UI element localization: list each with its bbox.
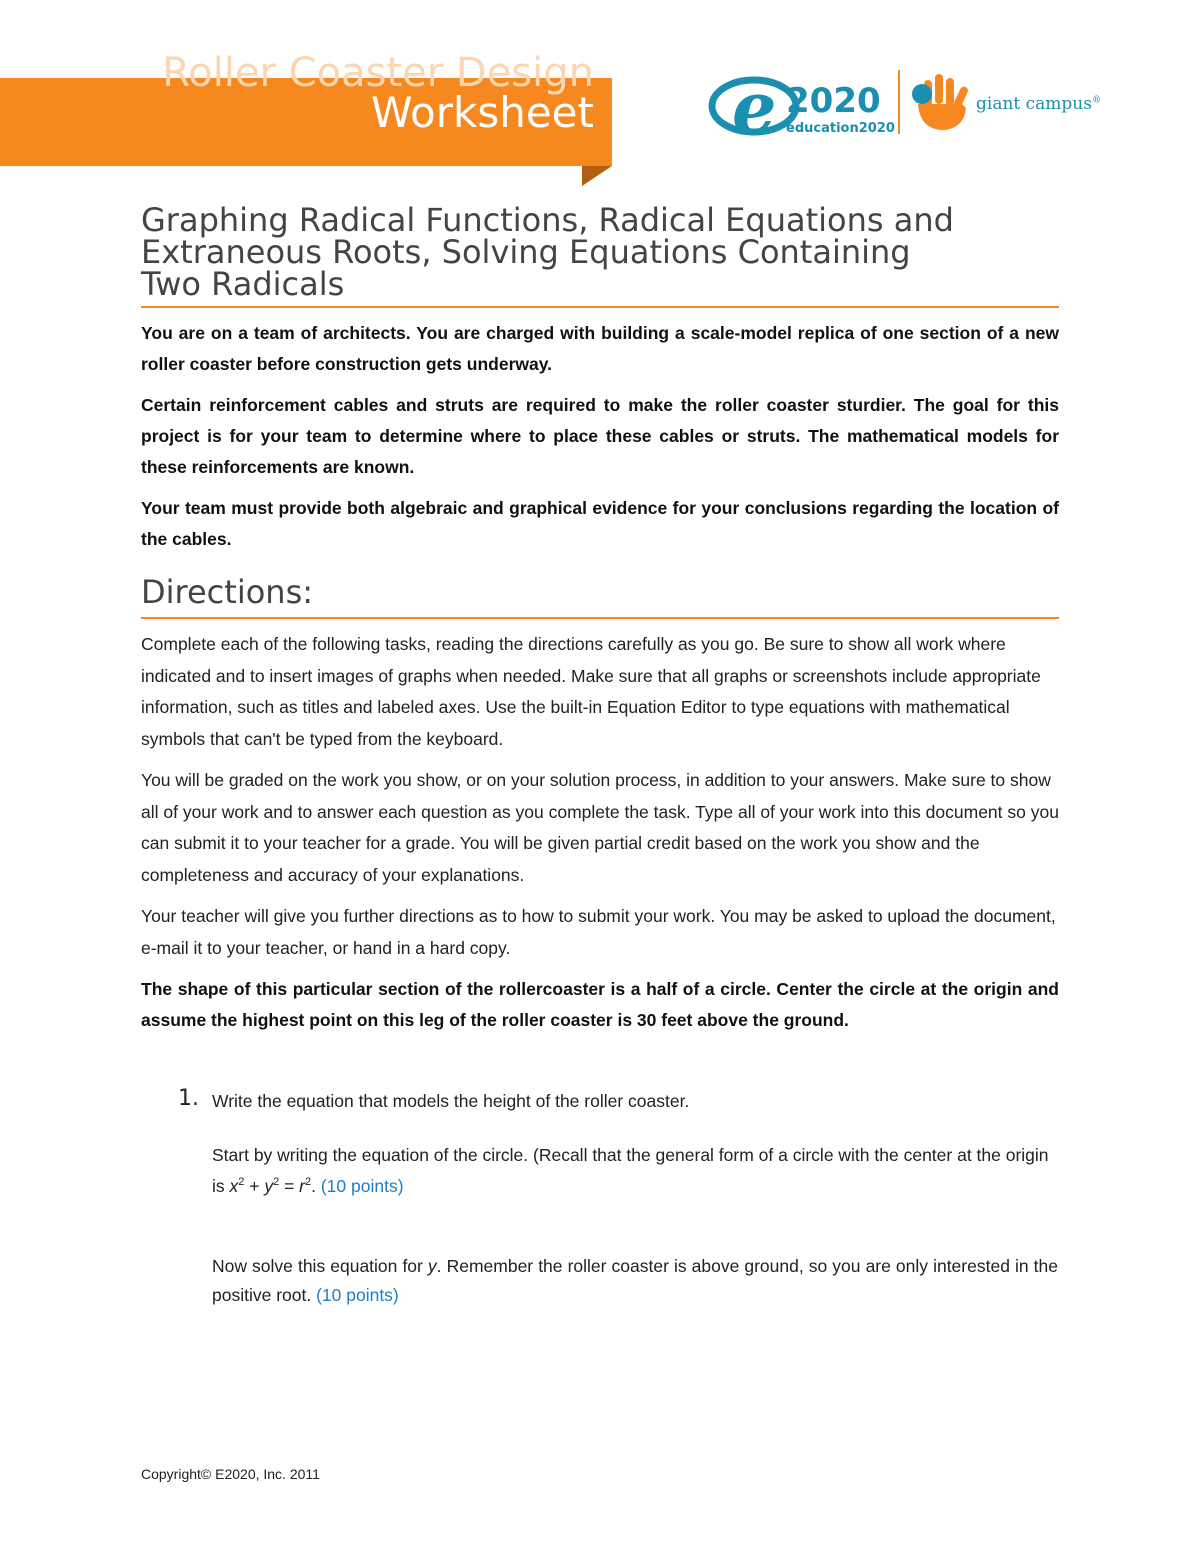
points-label: (10 points) (316, 1285, 399, 1305)
title-line: Two Radicals (141, 265, 345, 303)
step-2-variable: y (427, 1256, 437, 1276)
task-step-2 (212, 1252, 1058, 1310)
directions-paragraph: You will be graded on the work you show, or on your solution process, in addition to your answers. Make sure to show all of your work and to answer each question as you complete the task. Type all of your work into this document so you can submit it to your teacher for a grade. You will be given partial credit based on the work you show and the completeness and accuracy of your explanations. (141, 770, 1059, 885)
eq-r-exponent: 2 (304, 1176, 312, 1188)
intro-paragraph: Your team must provide both algebraic and graphical evidence for your conclusions regarding the location of the cables. (141, 498, 1059, 549)
globe-icon (912, 84, 932, 104)
document-body (141, 201, 1059, 1046)
title-line: Extraneous Roots, Solving Equations Containing (141, 233, 911, 271)
title-divider (141, 306, 1059, 308)
directions-paragraph: Your teacher will give you further directions as to how to submit your work. You may be asked to upload the document, e-mail it to your teacher, or hand in a hard copy. (141, 906, 1056, 958)
e2020-logo-mark: e (732, 66, 777, 149)
banner-title-line2: Worksheet (370, 88, 594, 137)
directions-paragraph: Complete each of the following tasks, reading the directions carefully as you go. Be sure to show all work where indicated and to insert images of graphs when needed. Make sure that all graphs or screenshots include appropriate information, such as titles and labeled axes. Use the built-in Equation Editor to type equations with mathematical symbols that can't be typed from the keyboard. (141, 634, 1041, 749)
step-1-text: Start by writing the equation of the circle. (Recall that the general form of a circle with the center at the origin is (212, 1145, 1049, 1196)
copyright-footer: Copyright© E2020, Inc. 2011 (141, 1466, 320, 1482)
eq-x-exponent: 2 (238, 1176, 245, 1188)
title-line: Graphing Radical Functions, Radical Equations and (141, 201, 954, 239)
directions-heading: Directions: (141, 573, 314, 611)
banner-fold (582, 166, 612, 186)
intro-paragraph: You are on a team of architects. You are charged with building a scale-model replica of one section of a new roller coaster before construction gets underway. (141, 323, 1059, 374)
giant-campus-name: giant campus (976, 94, 1092, 114)
task-step-1 (212, 1142, 1058, 1200)
task-prompt: Write the equation that models the height of the roller coaster. (212, 1091, 690, 1111)
registered-mark: ® (1091, 95, 1101, 106)
points-label: (10 points) (320, 1175, 404, 1196)
shape-paragraph: The shape of this particular section of the rollercoaster is a half of a circle. Center the circle at the origin and assume the highest point on this leg of the roller coaster is 30 feet above the ground. (141, 979, 1059, 1030)
e2020-logo (710, 66, 895, 149)
e2020-logo-number: 2020 (786, 81, 881, 121)
eq-r: r (299, 1175, 305, 1196)
giant-campus-wordmark (976, 94, 1101, 114)
eq-y-exponent: 2 (273, 1176, 280, 1188)
eq-end: . (311, 1175, 316, 1196)
directions-divider (141, 617, 1059, 619)
e2020-logo-subtitle: education2020 (786, 121, 895, 136)
eq-plus: + (244, 1175, 265, 1196)
step-2-text-a: Now solve this equation for (212, 1256, 428, 1276)
banner-title-line1: Roller Coaster Design (162, 50, 594, 96)
eq-y: y (264, 1175, 274, 1196)
step-2-text-b: . Remember the roller coaster is above ground, so you are only interested in the positive root. (212, 1256, 1058, 1305)
eq-equals: = (279, 1175, 300, 1196)
intro-paragraph: Certain reinforcement cables and struts are required to make the roller coaster sturdier. The goal for this project is for your team to determine where to place these cables or struts. The mathematical models for these reinforcements are known. (141, 395, 1059, 477)
task-number: 1. (178, 1086, 199, 1111)
eq-x: x (229, 1175, 239, 1196)
page-title (141, 201, 1059, 303)
title-banner (0, 50, 612, 166)
logo-divider (898, 70, 900, 134)
